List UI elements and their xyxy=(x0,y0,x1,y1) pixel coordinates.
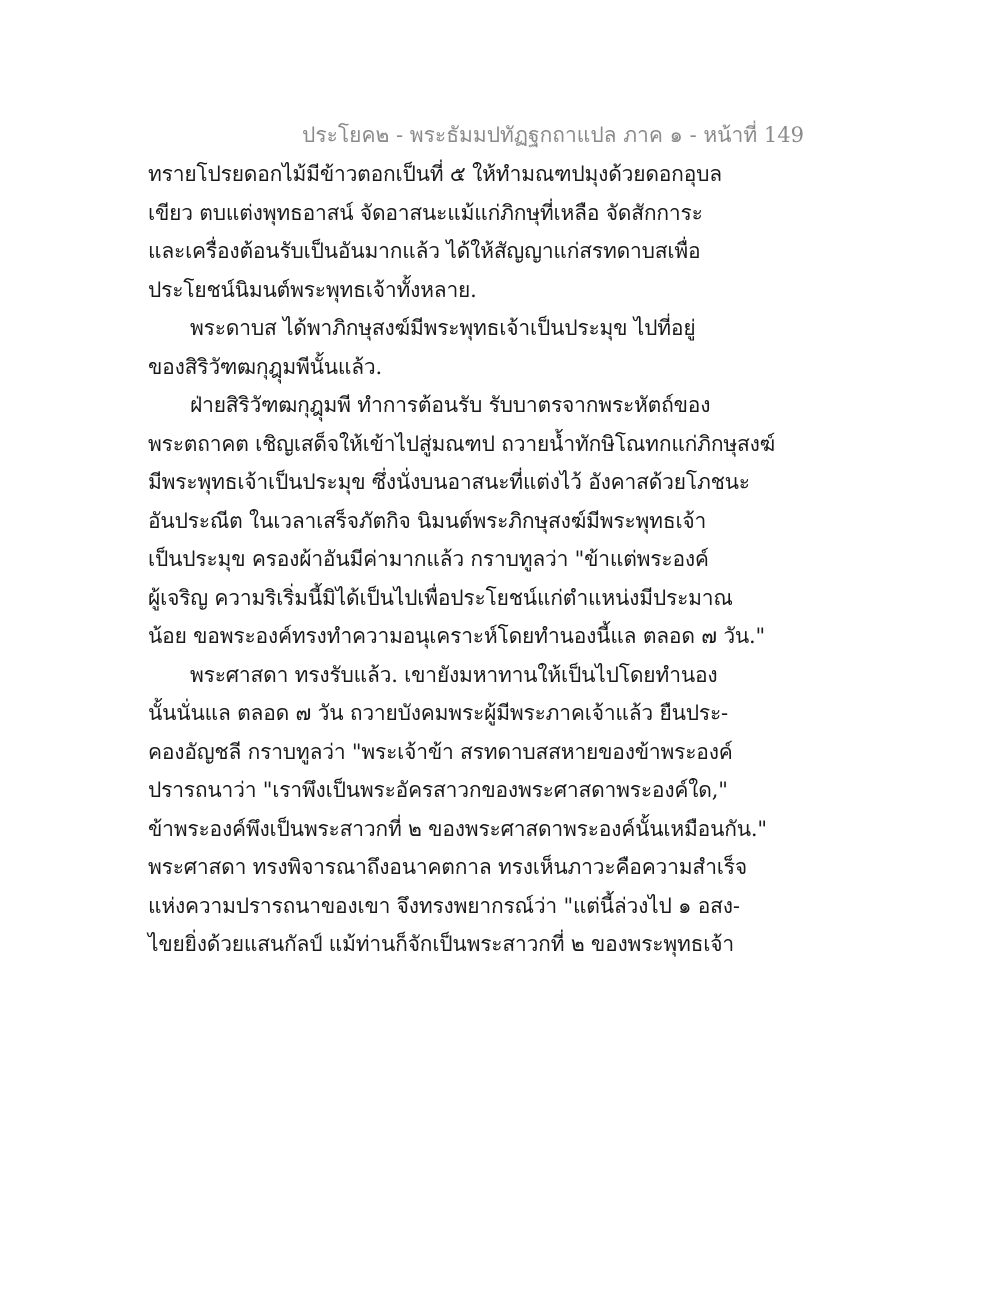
text-line: นั้นนั่นแล ตลอด ๗ วัน ถวายบังคมพระผู้มีพระภาคเจ้าแล้ว ยืนประ- xyxy=(148,701,728,725)
text-line: น้อย ขอพระองค์ทรงทำความอนุเคราะห์โดยทำนองนี้แล ตลอด ๗ วัน." xyxy=(148,624,765,648)
text-line: ปรารถนาว่า "เราพึงเป็นพระอัครสาวกของพระศาสดาพระองค์ใด," xyxy=(148,778,728,802)
paragraph-start-line: พระศาสดา ทรงรับแล้ว. เขายังมหาทานให้เป็นไปโดยทำนอง xyxy=(190,662,718,687)
text-line: คองอัญชลี กราบทูลว่า "พระเจ้าข้า สรทดาบสสหายของข้าพระองค์ xyxy=(148,739,733,764)
text-line: ข้าพระองค์พึงเป็นพระสาวกที่ ๒ ของพระศาสดาพระองค์นั้นเหมือนกัน." xyxy=(148,816,767,841)
text-line: ไขยยิ่งด้วยแสนกัลป์ แม้ท่านก็จักเป็นพระสาวกที่ ๒ ของพระพุทธเจ้า xyxy=(148,932,734,956)
text-line: ประโยชน์นิมนต์พระพุทธเจ้าทั้งหลาย. xyxy=(148,277,477,302)
text-line: พระตถาคต เชิญเสด็จให้เข้าไปสู่มณฑป ถวายน้ำทักษิโณทกแก่ภิกษุสงฆ์ xyxy=(148,431,776,456)
text-line: มีพระพุทธเจ้าเป็นประมุข ซึ่งนั่งบนอาสนะที่แต่งไว้ อังคาสด้วยโภชนะ xyxy=(148,470,750,494)
text-line: ผู้เจริญ ความริเริ่มนี้มิได้เป็นไปเพื่อประโยชน์แก่ตำแหน่งมีประมาณ xyxy=(148,585,733,610)
text-line: ทรายโปรยดอกไม้มีข้าวตอกเป็นที่ ๕ ให้ทำมณฑปมุงด้วยดอกอุบล xyxy=(148,162,722,186)
text-line: เป็นประมุข ครองผ้าอันมีค่ามากแล้ว กราบทูลว่า "ข้าแต่พระองค์ xyxy=(148,547,709,571)
paragraph-start-line: ฝ่ายสิริวัฑฒกุฎุมพี ทำการต้อนรับ รับบาตรจากพระหัตถ์ของ xyxy=(190,393,711,417)
text-line: เขียว ตบแต่งพุทธอาสน์ จัดอาสนะแม้แก่ภิกษุที่เหลือ จัดสักการะ xyxy=(148,200,703,225)
paragraph-start-line: พระดาบส ได้พาภิกษุสงฆ์มีพระพุทธเจ้าเป็นประมุข ไปที่อยู่ xyxy=(190,316,696,340)
text-line: ของสิริวัฑฒกุฎุมพีนั้นแล้ว. xyxy=(148,354,382,379)
text-line: อันประณีต ในเวลาเสร็จภัตกิจ นิมนต์พระภิกษุสงฆ์มีพระพุทธเจ้า xyxy=(148,508,707,533)
body-text xyxy=(148,155,776,964)
text-line: พระศาสดา ทรงพิจารณาถึงอนาคตกาล ทรงเห็นภาวะคือความสำเร็จ xyxy=(148,855,747,879)
text-line: แห่งความปรารถนาของเขา จึงทรงพยากรณ์ว่า "แต่นี้ล่วงไป ๑ อสง- xyxy=(148,893,740,918)
page-header: ประโยค๒ - พระธัมมปทัฏฐกถาแปล ภาค ๑ - หน้าที่ 149 xyxy=(302,123,804,147)
text-line: และเครื่องต้อนรับเป็นอันมากแล้ว ได้ให้สัญญาแก่สรทดาบสเพื่อ xyxy=(148,239,701,263)
